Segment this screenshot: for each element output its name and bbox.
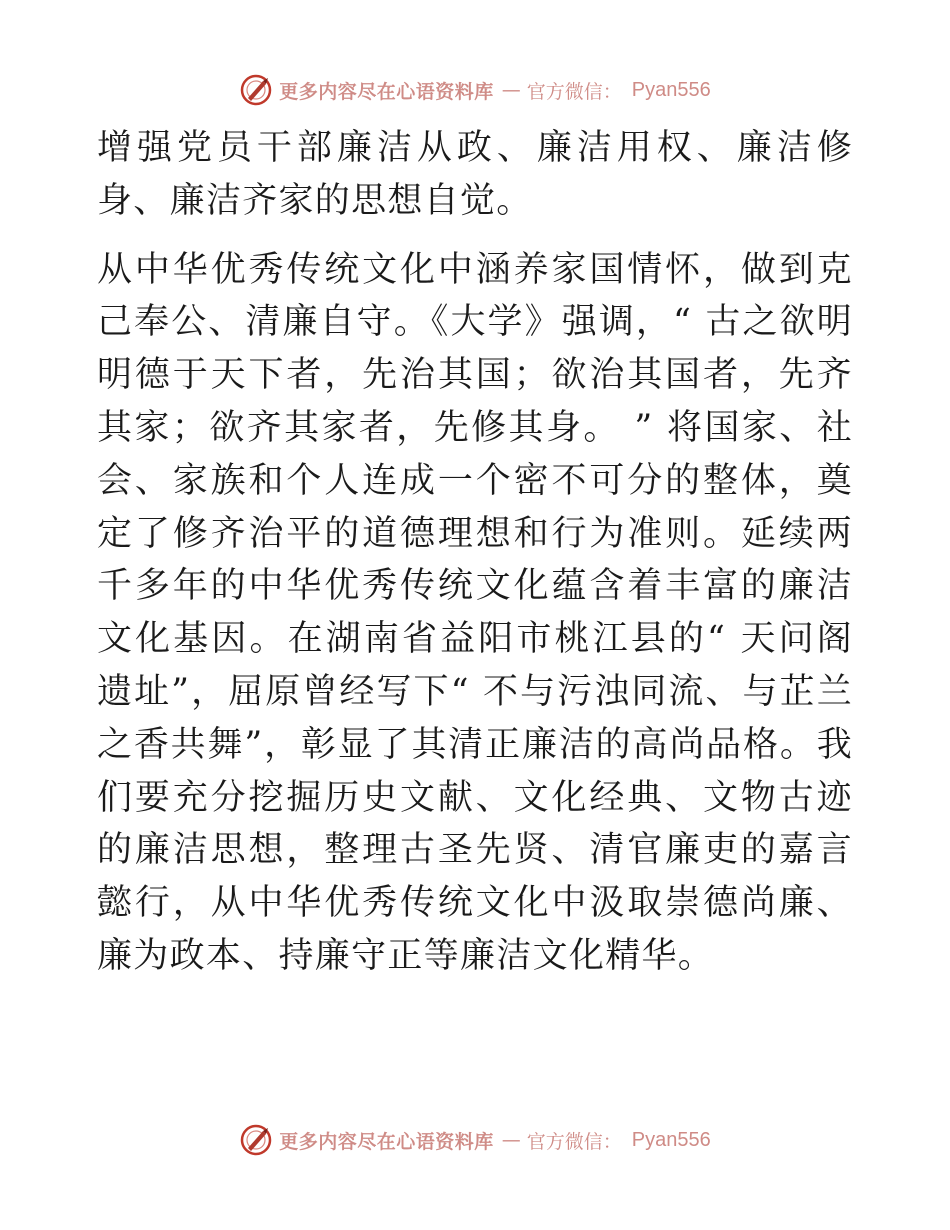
footer-watermark-banner (0, 1120, 950, 1160)
paragraph: 从中华优秀传统文化中涵养家国情怀，做到克己奉公、清廉自守。《大学》强调，“ 古之欲明明德于天下者，先治其国；欲治其国者，先齐其家；欲齐其家者，先修其身。 ” 将国家、社会、家族和个人连成一个密不可分的整体，奠定了修齐治平的道德理想和行为准则。延续两千多年的中华优秀传统文化蕴含着丰富的廉洁文化基因。在湖南省益阳市桃江县的“ 天问阁遗址”，屈原曾经写下“ 不与污浊同流、与芷兰之香共舞”，彰显了其清正廉洁的高尚品格。我们要充分挖掘历史文献、文化经典、文物古迹的廉洁思想，整理古圣先贤、清官廉吏的嘉言懿行，从中华优秀传统文化中汲取崇德尚廉、廉为政本、持廉守正等廉洁文化精华。 (97, 249, 853, 976)
promo-text: 更多内容尽在心语资料库 (279, 80, 494, 103)
header-watermark-banner (0, 70, 950, 110)
brand-logo-icon (239, 1123, 273, 1157)
wechat-id: Pyan556 (631, 78, 711, 101)
wechat-label: 官方微信： (526, 80, 622, 103)
wechat-id: Pyan556 (631, 1128, 711, 1151)
document-body (97, 122, 853, 983)
promo-text: 更多内容尽在心语资料库 (279, 1130, 494, 1153)
separator-dash: — (501, 79, 519, 101)
paragraph: 增强党员干部廉洁从政、廉洁用权、廉洁修身、廉洁齐家的思想自觉。 (97, 128, 853, 221)
wechat-label: 官方微信： (526, 1130, 622, 1153)
separator-dash: — (501, 1129, 519, 1151)
brand-logo-icon (239, 73, 273, 107)
